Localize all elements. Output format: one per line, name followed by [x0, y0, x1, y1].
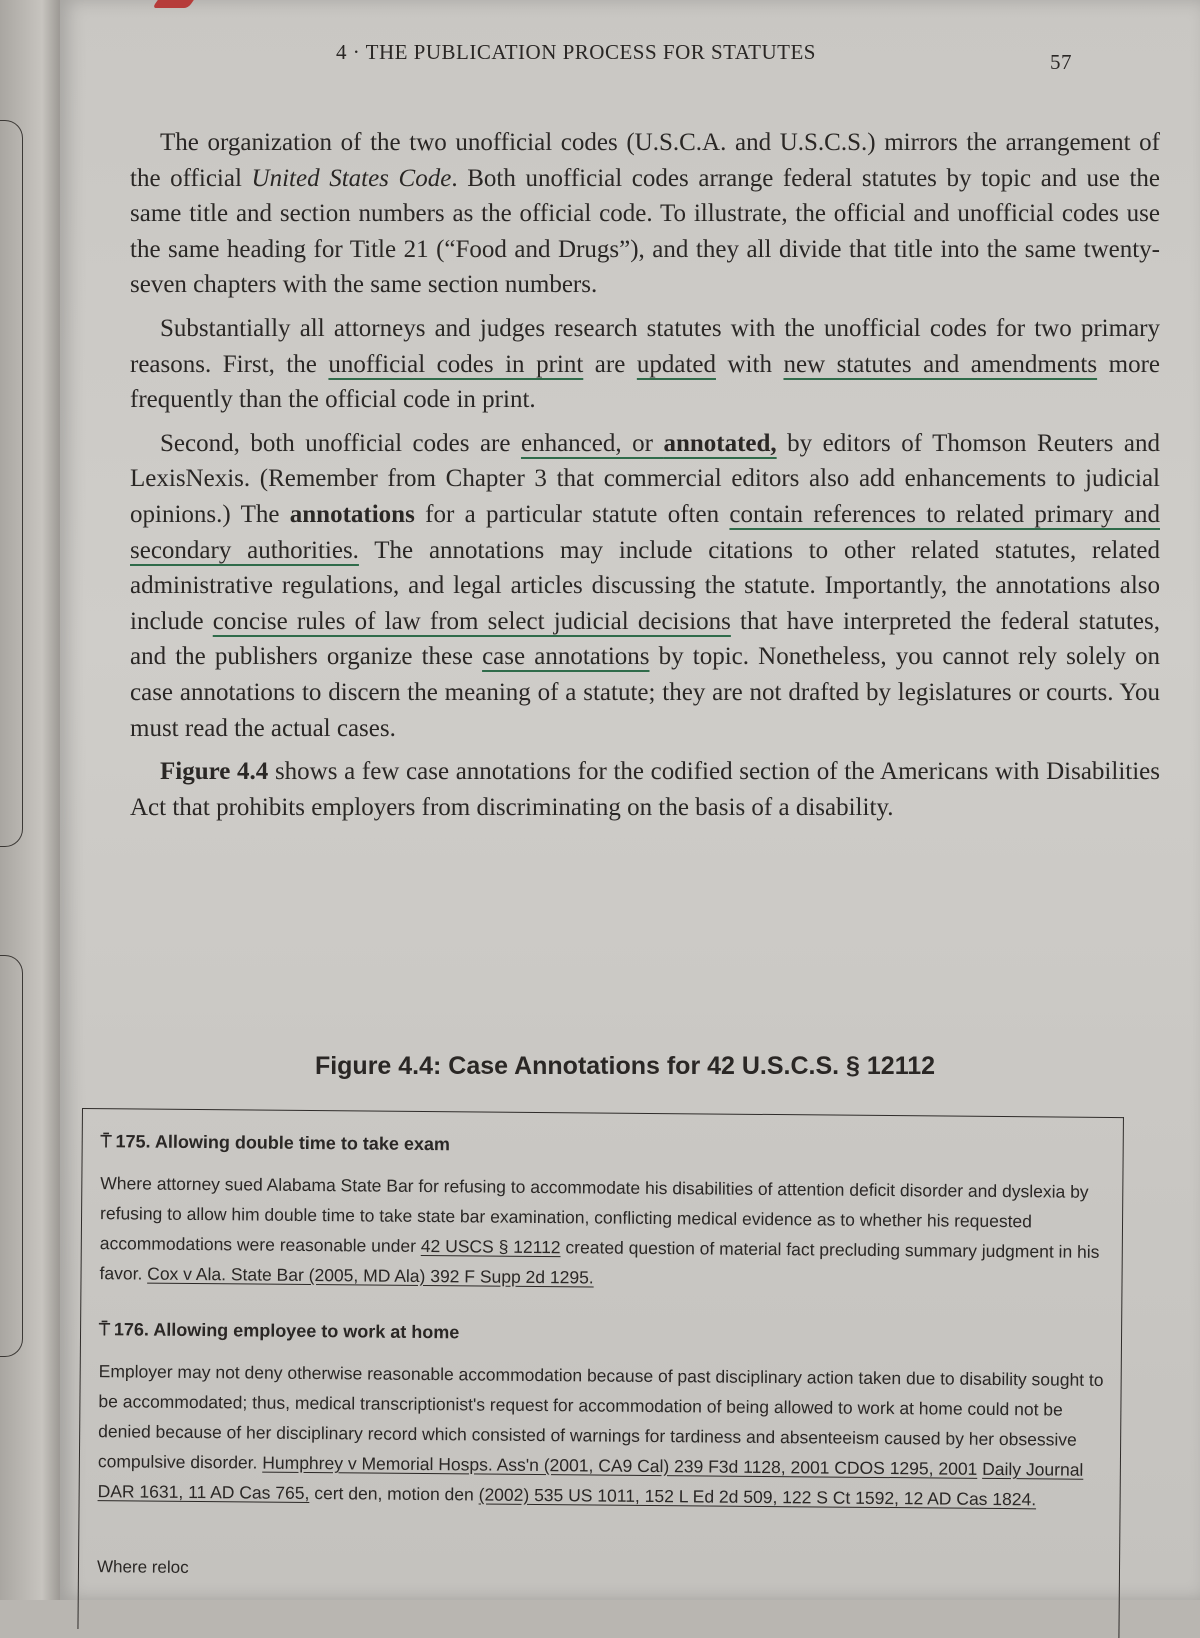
handwritten-underline: updated — [636, 350, 716, 378]
handwritten-underline: case annotations — [482, 643, 650, 671]
cutoff-annotation-text: Where reloc — [96, 1557, 189, 1577]
paragraph-1: The organization of the two unofficial codes (U.S.C.A. and U.S.C.S.) mirrors the arrangement of the official United States Code. Both unofficial codes arrange federal statutes by topic and use the same title and section numbers as the official code. To illustrate, the official and unofficial codes use the same heading for Title 21 (“Food and Drugs”), and they all divide that title into the same twenty-seven chapters with the same section numbers. — [130, 129, 1160, 299]
facing-page-box — [0, 120, 23, 847]
paragraph-3: Second, both unofficial codes are enhanced, or annotated, by editors of Thomson Reuters and LexisNexis. (Remember from Chapter 3 that commercial editors also add enhancements to judicial opinions.) The annotations for a particular statute often contain references to related primary and secondary authorities. The annotations may include citations to other related statutes, related administrative regulations, and legal articles discussing the statute. Importantly, the annotations also include concise rules of law from select judicial decisions that have interpreted the federal statutes, and the publishers organize these case annotations by topic. Nonetheless, you cannot rely solely on case annotations to discern the meaning of a statute; they are not drafted by legislatures or courts. You must read the actual cases. — [130, 429, 1161, 742]
book-page — [60, 0, 1200, 1600]
handwritten-underline: enhanced, or — [520, 429, 664, 457]
red-page-marker — [152, 0, 194, 8]
citation-link[interactable]: (2002) 535 US 1011, 152 L Ed 2d 509, 122 S Ct 1592, 12 AD Cas 1824. — [478, 1484, 1037, 1510]
handwritten-underline: unofficial codes in print — [328, 350, 584, 378]
pin-icon: ⍑ — [98, 1319, 110, 1340]
citation-link[interactable]: Humphrey v Memorial Hosps. Ass'n (2001, CA9 Cal) 239 F3d 1128, 2001 CDOS 1295, 2001 — [262, 1452, 978, 1479]
handwritten-underline: annotated, — [663, 429, 777, 457]
paragraph-2: Substantially all attorneys and judges research statutes with the unofficial codes for two primary reasons. First, the unofficial codes in print are updated with new statutes and amendments more frequently than the official code in print. — [130, 314, 1160, 414]
annotation-text: Employer may not deny otherwise reasonable accommodation because of past disciplinary action taken due to disability sought to be accommodated; thus, medical transcriptionist's request for accommodation of being allowed to work at home could not be denied because of her disciplinary record which consisted of warnings for tardiness and absenteeism caused by her obsessive compulsive disorder. Humphrey v Memorial Hosps. Ass'n (2001, CA9 Cal) 239 F3d 1128, 2001 CDOS 1295, 2001 Daily Journal DAR 1631, 11 AD Cas 765, cert den, motion den (2002) 535 US 1011, 152 L Ed 2d 509, 122 S Ct 1592, 12 AD Cas 1824. — [97, 1361, 1104, 1510]
facing-page-edge — [0, 0, 60, 1600]
annotation-heading: ⍑ 176. Allowing employee to work at home — [98, 1319, 460, 1343]
figure-box — [77, 1108, 1124, 1638]
handwritten-underline: concise rules of law from select judicial decisions — [212, 607, 731, 635]
handwritten-underline: contain references to related primary and secondary authorities. — [130, 500, 1160, 564]
citation-link[interactable]: Cox v Ala. State Bar (2005, MD Ala) 392 F Supp 2d 1295. — [147, 1263, 594, 1288]
annotation-entry — [98, 1319, 1110, 1515]
paragraph-4: Figure 4.4 shows a few case annotations for the codified section of the Americans with Disabilities Act that prohibits employers from discriminating on the basis of a disability. — [130, 758, 1160, 821]
annotation-text: Where attorney sued Alabama State Bar for refusing to accommodate his disabilities of attention deficit disorder and dyslexia by refusing to allow him double time to take state bar examination, conflicting medical evidence as to whether his requested accommodations were reasonable under 42 USCS § 12112 created question of material fact precluding summary judgment in his favor. Cox v Ala. State Bar (2005, MD Ala) 392 F Supp 2d 1295. — [99, 1173, 1100, 1288]
page-number: 57 — [1050, 50, 1072, 74]
pin-icon: ⍑ — [100, 1131, 112, 1152]
facing-page-box — [0, 955, 23, 1357]
handwritten-underline: new statutes and amendments — [783, 350, 1098, 378]
citation-link[interactable]: Daily Journal DAR 1631, 11 AD Cas 765, — [97, 1458, 1084, 1503]
annotation-heading: ⍑ 175. Allowing double time to take exam — [100, 1131, 451, 1155]
chapter-title: 4 · THE PUBLICATION PROCESS FOR STATUTES — [336, 40, 816, 64]
body-text — [130, 125, 1160, 833]
annotation-entry — [99, 1131, 1110, 1297]
citation-link[interactable]: 42 USCS § 12112 — [420, 1235, 561, 1258]
figure-caption: Figure 4.4: Case Annotations for 42 U.S.C.S. § 12112 — [314, 1052, 936, 1080]
